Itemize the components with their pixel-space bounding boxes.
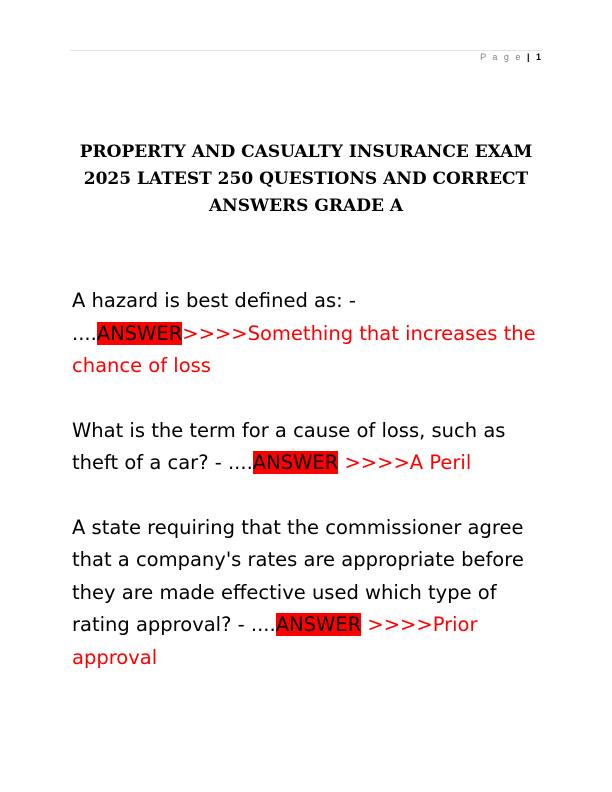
answer-label: ANSWER [275,613,362,636]
page-separator: | [526,52,532,62]
answer-text: >>>>Prior approval [72,613,478,669]
page-number: 1 [535,52,541,62]
qa-item [72,285,544,383]
qa-item [72,415,544,480]
answer-label: ANSWER [252,451,339,474]
header-divider [70,50,542,51]
answer-text: >>>>A Peril [338,451,472,474]
document-title: PROPERTY AND CASUALTY INSURANCE EXAM 2025 LATEST 250 QUESTIONS AND CORRECT ANSWERS GRADE A [79,142,533,216]
question-text: A state requiring that the commissioner agree that a company's rates are appropriate before they are made effective used which type of rating approval? - .... [72,515,524,636]
question-text: A hazard is best defined as: - .... [72,289,356,345]
question-text: What is the term for a cause of loss, such as theft of a car? - .... [72,418,506,474]
qa-list [72,285,544,706]
page-label: P a g e [480,52,523,62]
qa-item [72,512,544,675]
answer-text: >>>>Something that increases the chance of loss [72,321,536,377]
answer-label: ANSWER [96,321,183,345]
page-number-label [480,52,541,62]
